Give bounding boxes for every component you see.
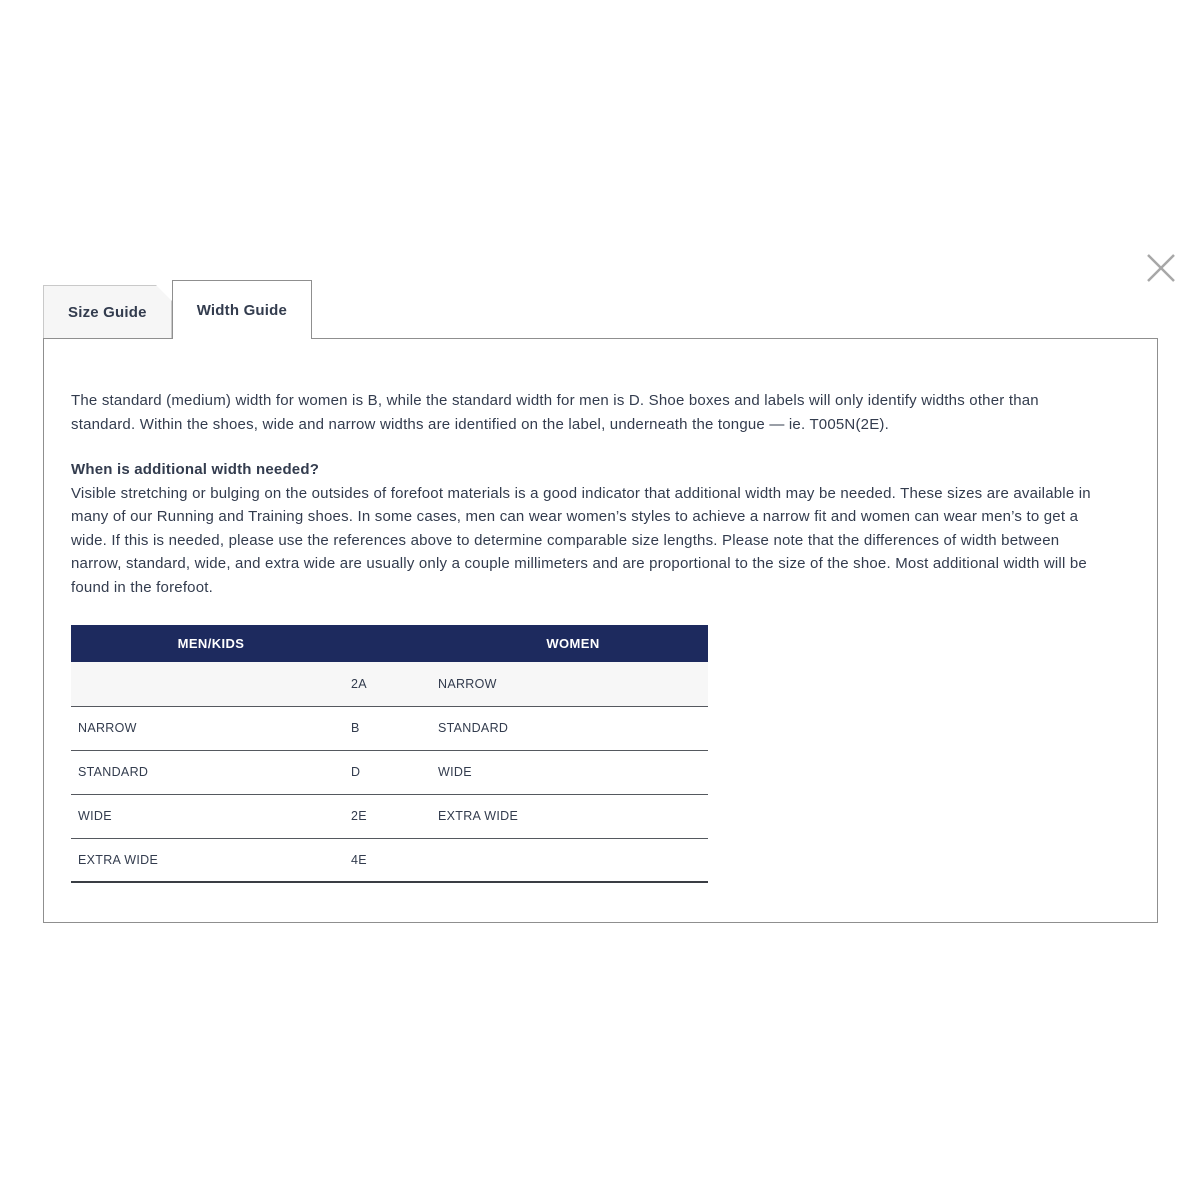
table-row bbox=[71, 794, 708, 838]
tab-size-guide[interactable] bbox=[43, 285, 172, 338]
intro-paragraph: The standard (medium) width for women is B, while the standard width for men is D. Shoe boxes and labels will only identify widths other than standard. Within the shoes, wide and narrow widths are identified on the label, underneath the tongue — ie. T005N(2E). bbox=[71, 392, 1039, 433]
cell-men bbox=[71, 662, 351, 706]
width-table bbox=[71, 625, 708, 883]
table-header-row bbox=[71, 625, 708, 662]
cell-men: NARROW bbox=[71, 706, 351, 750]
cell-code: 2A bbox=[351, 662, 438, 706]
cell-code: D bbox=[351, 750, 438, 794]
table-row bbox=[71, 750, 708, 794]
cell-code: 4E bbox=[351, 838, 438, 882]
tab-width-guide[interactable] bbox=[172, 280, 312, 339]
cell-men: EXTRA WIDE bbox=[71, 838, 351, 882]
cell-men: STANDARD bbox=[71, 750, 351, 794]
width-guide-panel bbox=[43, 338, 1158, 923]
close-button[interactable] bbox=[1142, 250, 1180, 288]
close-icon bbox=[1144, 251, 1178, 288]
cell-code: 2E bbox=[351, 794, 438, 838]
cell-code: B bbox=[351, 706, 438, 750]
table-row bbox=[71, 706, 708, 750]
guide-tabs bbox=[43, 280, 312, 338]
section-heading: When is additional width needed? bbox=[71, 461, 320, 478]
table-header-women: WOMEN bbox=[438, 625, 708, 662]
table-header-spacer bbox=[351, 625, 438, 662]
cell-women: STANDARD bbox=[438, 706, 708, 750]
cell-men: WIDE bbox=[71, 794, 351, 838]
table-row bbox=[71, 662, 708, 706]
cell-women bbox=[438, 838, 708, 882]
tab-size-guide-label: Size Guide bbox=[68, 303, 147, 321]
cell-women: NARROW bbox=[438, 662, 708, 706]
table-header-men-kids: MEN/KIDS bbox=[71, 625, 351, 662]
tab-width-guide-label: Width Guide bbox=[196, 301, 288, 319]
cell-women: WIDE bbox=[438, 750, 708, 794]
section-body: Visible stretching or bulging on the outsides of forefoot materials is a good indicator that additional width may be needed. These sizes are available in many of our Running and Training shoes. In some cases, men can wear women’s styles to achieve a narrow fit and women can wear men’s to get a wide. If this is needed, please use the references above to determine comparable size lengths. Please note that the differences of width between narrow, standard, wide, and extra wide are usually only a couple millimeters and are proportional to the size of the shoe. Most additional width will be found in the forefoot. bbox=[71, 484, 1091, 596]
cell-women: EXTRA WIDE bbox=[438, 794, 708, 838]
table-row bbox=[71, 838, 708, 882]
